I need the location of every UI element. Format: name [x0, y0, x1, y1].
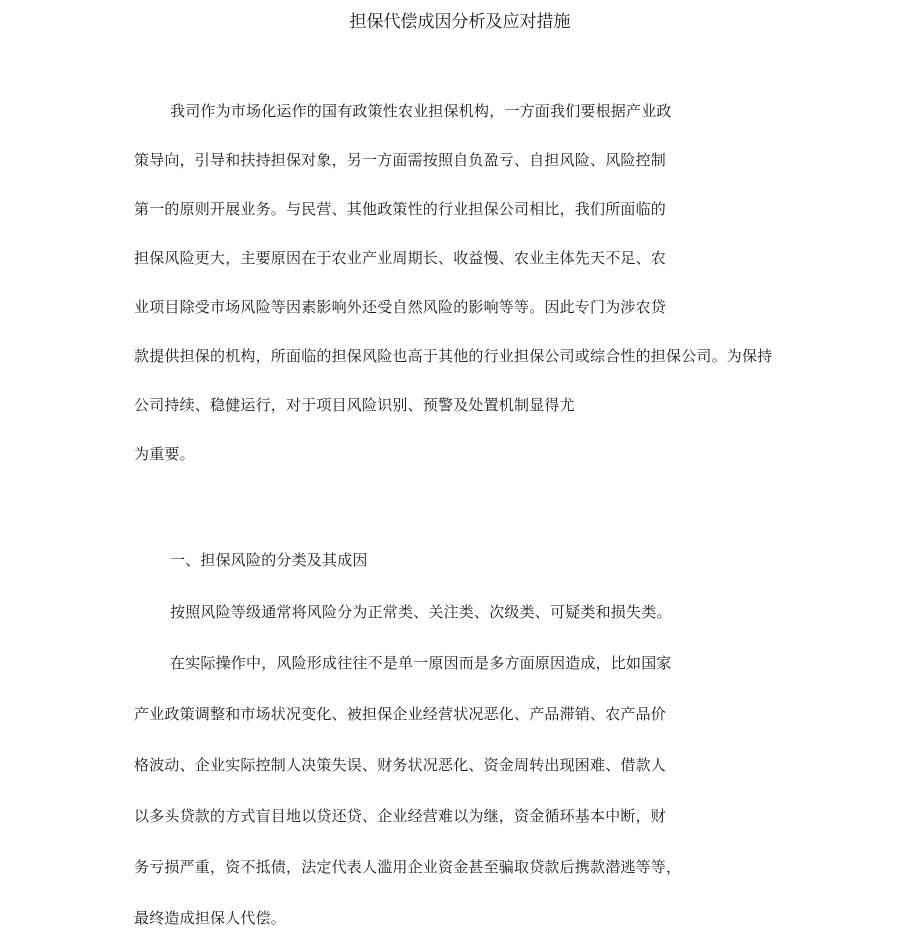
paragraph-line: 款提供担保的机构，所面临的担保风险也高于其他的行业担保公司或综合性的担保公司。为保持: [134, 347, 773, 365]
paragraph-line: 按照风险等级通常将风险分为正常类、关注类、次级类、可疑类和损失类。: [170, 603, 672, 621]
section-heading: 一、担保风险的分类及其成因: [170, 551, 368, 569]
paragraph-line: 格波动、企业实际控制人决策失误、财务状况恶化、资金周转出现困难、借款人: [134, 756, 667, 774]
paragraph-line: 最终造成担保人代偿。: [134, 909, 287, 927]
paragraph-line: 担保风险更大，主要原因在于农业产业周期长、收益慢、农业主体先天不足、农: [134, 249, 667, 267]
paragraph-line: 公司持续、稳健运行，对于项目风险识别、预警及处置机制显得尤: [134, 396, 575, 414]
paragraph-line: 以多头贷款的方式盲目地以贷还贷、企业经营难以为继，资金循环基本中断，财: [134, 807, 667, 825]
paragraph-line: 我司作为市场化运作的国有政策性农业担保机构，一方面我们要根据产业政: [170, 102, 672, 120]
paragraph-line: 产业政策调整和市场状况变化、被担保企业经营状况恶化、产品滞销、农产品价: [134, 705, 667, 723]
paragraph-line: 务亏损严重，资不抵债，法定代表人滥用企业资金甚至骗取贷款后携款潜逃等等，: [134, 858, 682, 876]
paragraph-line: 策导向，引导和扶持担保对象，另一方面需按照自负盈亏、自担风险、风险控制: [134, 151, 667, 169]
document-title: 担保代偿成因分析及应对措施: [349, 12, 571, 32]
paragraph-line: 在实际操作中，风险形成往往不是单一原因而是多方面原因造成，比如国家: [170, 654, 672, 672]
paragraph-line: 业项目除受市场风险等因素影响外还受自然风险的影响等等。因此专门为涉农贷: [134, 298, 667, 316]
paragraph-line: 第一的原则开展业务。与民营、其他政策性的行业担保公司相比，我们所面临的: [134, 200, 667, 218]
paragraph-line: 为重要。: [134, 445, 195, 463]
